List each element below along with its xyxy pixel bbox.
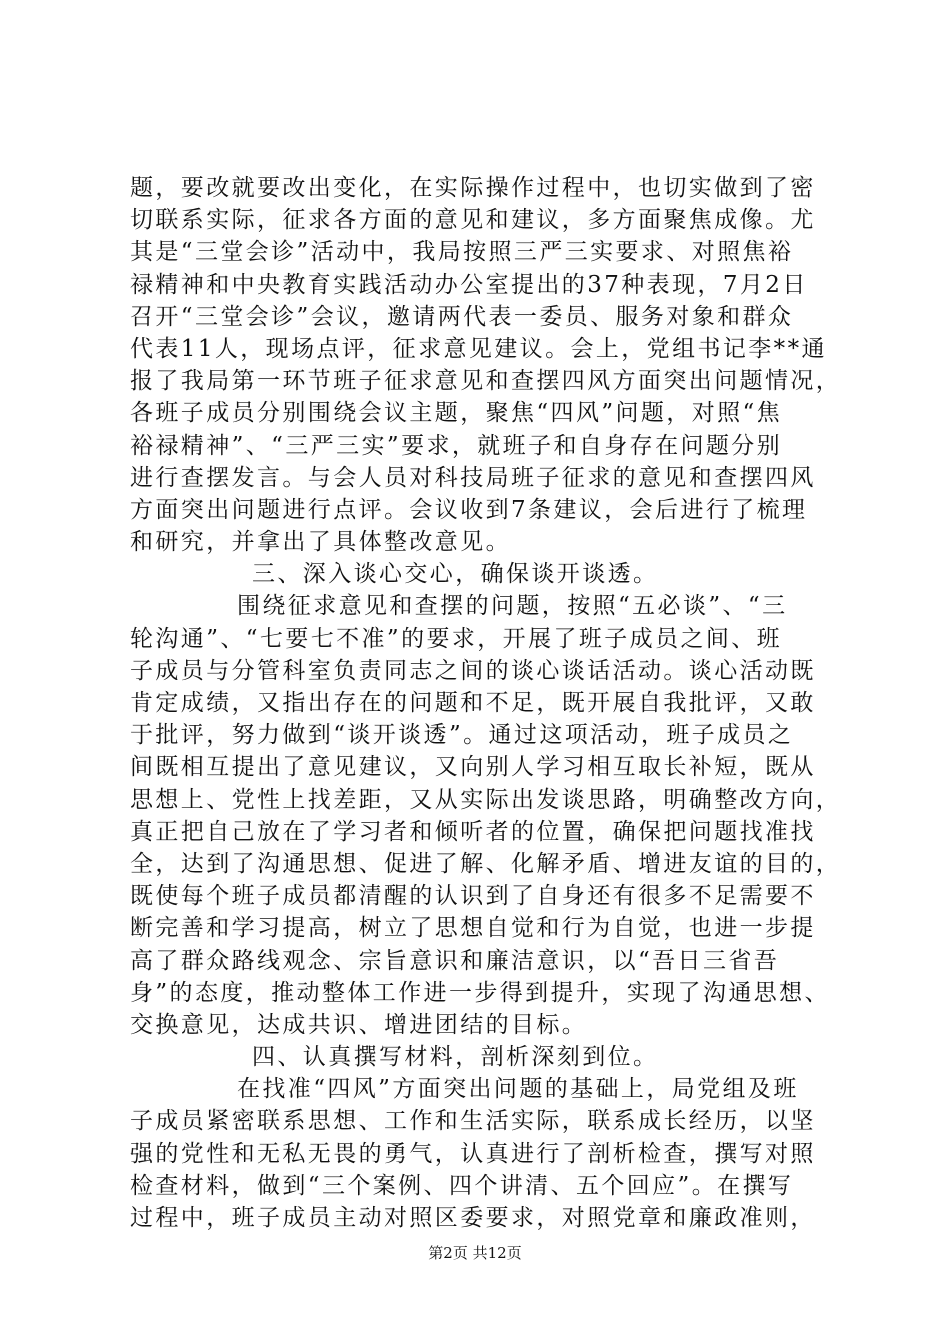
text-line: 禄精神和中央教育实践活动办公室提出的37种表现，7月2日 — [130, 271, 808, 298]
text-line: 既使每个班子成员都清醒的认识到了自身还有很多不足需要不 — [130, 883, 816, 910]
text-line: 断完善和学习提高，树立了思想自觉和行为自觉，也进一步提 — [130, 915, 816, 942]
text-line: 各班子成员分别围绕会议主题，聚焦“四风”问题，对照“焦 — [130, 400, 783, 427]
page-number-footer: 第2页 共12页 — [428, 1244, 522, 1262]
text-line: 检查材料，做到“三个案例、四个讲清、五个回应”。在撰写 — [130, 1172, 794, 1199]
text-line: 子成员紧密联系思想、工作和生活实际，联系成长经历，以坚 — [130, 1108, 816, 1135]
section-heading: 四、认真撰写材料，剖析深刻到位。 — [252, 1044, 659, 1071]
text-line: 代表11人，现场点评，征求意见建议。会上，党组书记李**通 — [130, 335, 827, 362]
paragraph-first-line: 围绕征求意见和查摆的问题，按照“五必谈”、“三 — [237, 593, 788, 620]
text-line: 和研究，并拿出了具体整改意见。 — [130, 529, 511, 556]
text-line: 身”的态度，推动整体工作进一步得到提升，实现了沟通思想、 — [130, 979, 830, 1006]
text-line: 召开“三堂会诊”会议，邀请两代表一委员、服务对象和群众 — [130, 303, 794, 330]
text-line: 全，达到了沟通思想、促进了解、化解矛盾、增进友谊的目的， — [130, 850, 842, 877]
section-heading: 三、深入谈心交心，确保谈开谈透。 — [252, 561, 659, 588]
text-line: 强的党性和无私无畏的勇气，认真进行了剖析检查，撰写对照 — [130, 1140, 816, 1167]
text-line: 进行查摆发言。与会人员对科技局班子征求的意见和查摆四风 — [130, 464, 816, 491]
text-line: 其是“三堂会诊”活动中，我局按照三严三实要求、对照焦裕 — [130, 239, 794, 266]
text-line: 轮沟通”、“七要七不准”的要求，开展了班子成员之间、班 — [130, 625, 783, 652]
text-line: 报了我局第一环节班子征求意见和查摆四风方面突出问题情况， — [130, 368, 842, 395]
text-line: 真正把自己放在了学习者和倾听者的位置，确保把问题找准找 — [130, 818, 816, 845]
text-line: 子成员与分管科室负责同志之间的谈心谈话活动。谈心活动既 — [130, 657, 816, 684]
text-line: 思想上、党性上找差距，又从实际出发谈思路，明确整改方向， — [130, 786, 842, 813]
document-body — [130, 172, 842, 1234]
text-line: 切联系实际，征求各方面的意见和建议，多方面聚焦成像。尤 — [130, 207, 816, 234]
paragraph-first-line: 在找准“四风”方面突出问题的基础上，局党组及班 — [237, 1076, 799, 1103]
text-line: 间既相互提出了意见建议，又向别人学习相互取长补短，既从 — [130, 754, 816, 781]
text-line: 交换意见，达成共识、增进团结的目标。 — [130, 1011, 588, 1038]
text-line: 肯定成绩，又指出存在的问题和不足，既开展自我批评，又敢 — [130, 690, 816, 716]
text-line: 过程中，班子成员主动对照区委要求，对照党章和廉政准则， — [130, 1205, 816, 1231]
text-line: 方面突出问题进行点评。会议收到7条建议，会后进行了梳理 — [130, 496, 808, 523]
text-line: 裕禄精神”、“三严三实”要求，就班子和自身存在问题分别 — [130, 432, 783, 459]
text-line: 于批评，努力做到“谈开谈透”。通过这项活动，班子成员之 — [130, 722, 794, 749]
text-line: 高了群众路线观念、宗旨意识和廉洁意识，以“吾日三省吾 — [130, 947, 780, 974]
text-line: 题，要改就要改出变化，在实际操作过程中，也切实做到了密 — [130, 175, 816, 201]
